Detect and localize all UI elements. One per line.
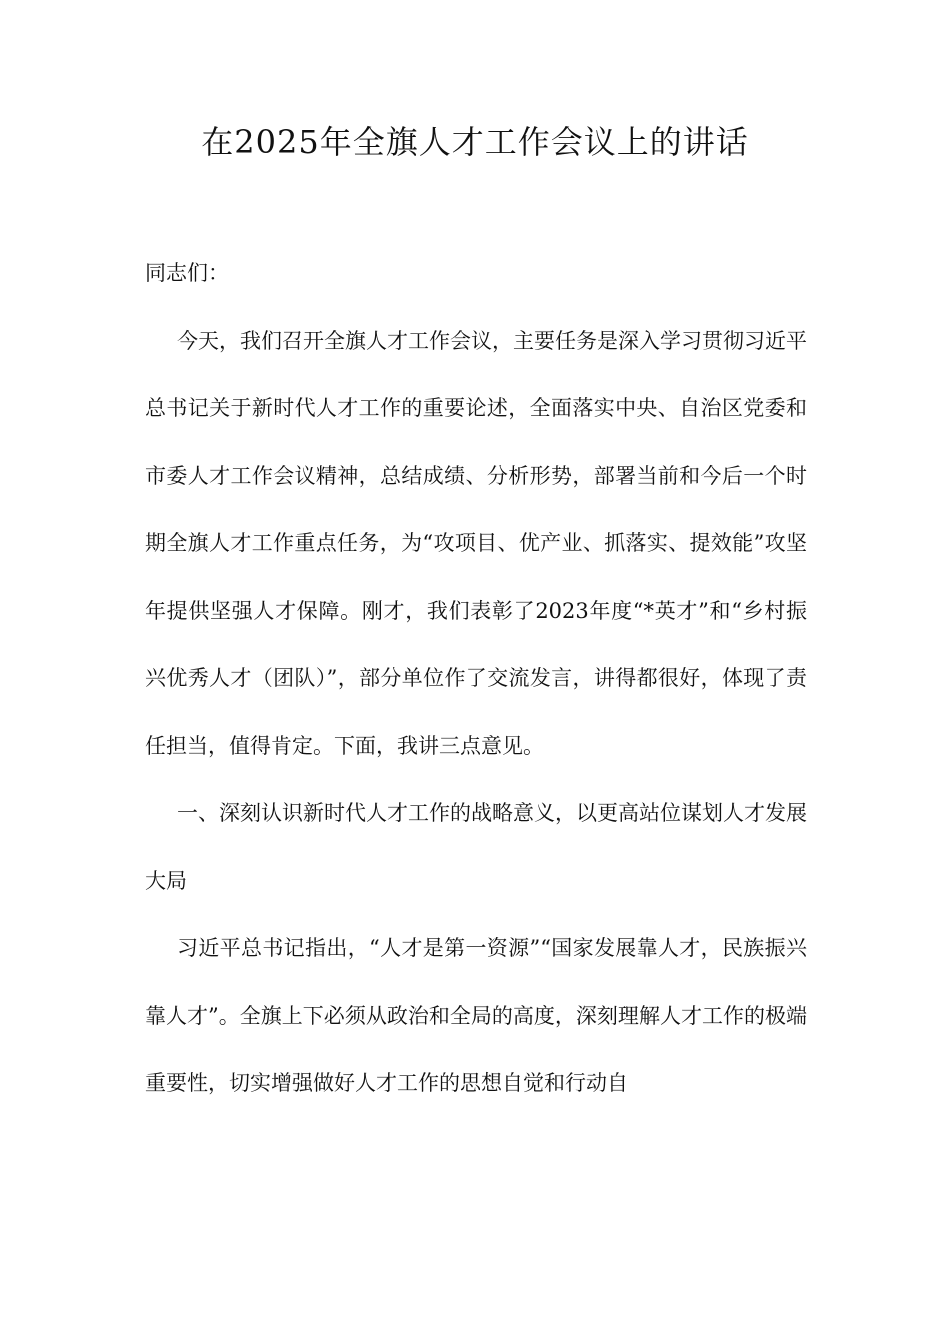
paragraph-intro: 今天，我们召开全旗人才工作会议，主要任务是深入学习贯彻习近平总书记关于新时代人才工作的重要论述，全面落实中央、自治区党委和市委人才工作会议精神，总结成绩、分析形势，部署当前和今后一个时期全旗人才工作重点任务，为“攻项目、优产业、抓落实、提效能”攻坚年提供坚强人才保障。刚才，我们表彰了2023年度“*英才”和“乡村振兴优秀人才（团队）”，部分单位作了交流发言，讲得都很好，体现了责任担当，值得肯定。下面，我讲三点意见。 bbox=[145, 328, 807, 758]
page-title: 在2025年全旗人才工作会议上的讲话 bbox=[201, 123, 749, 161]
section-heading-1: 一、深刻认识新时代人才工作的战略意义，以更高站位谋划人才发展大局 bbox=[145, 801, 807, 893]
paragraph-section-1: 习近平总书记指出，“人才是第一资源”“国家发展靠人才，民族振兴靠人才”。全旗上下必须从政治和全局的高度，深刻理解人才工作的极端重要性，切实增强做好人才工作的思想自觉和行动自 bbox=[145, 936, 807, 1095]
salutation: 同志们： bbox=[145, 261, 229, 285]
document-body bbox=[145, 240, 807, 1118]
